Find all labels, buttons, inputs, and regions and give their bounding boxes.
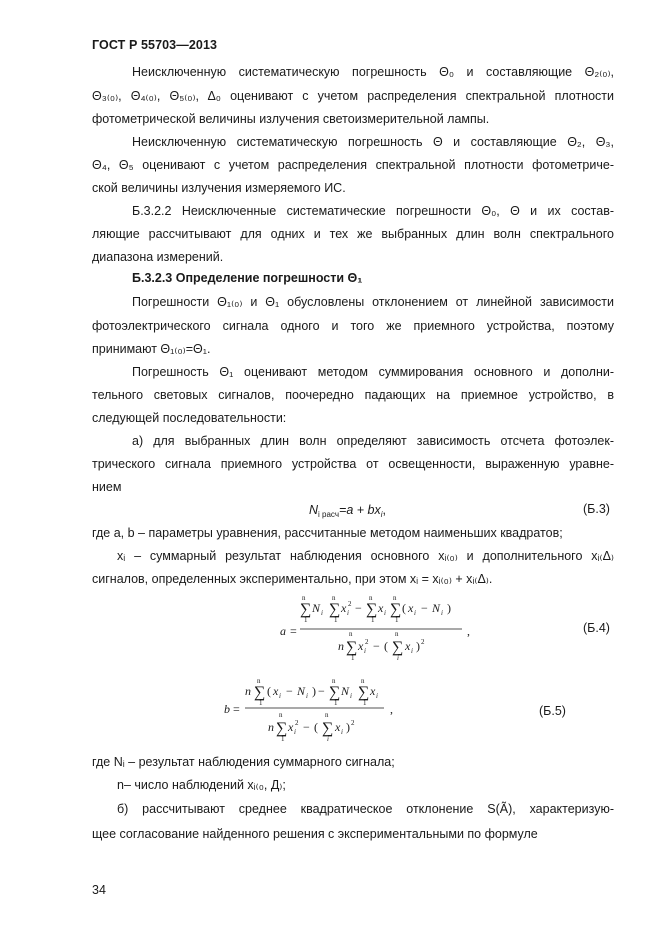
svg-text:x: x: [370, 684, 376, 698]
svg-text:i: i: [327, 735, 329, 743]
svg-text:n: n: [332, 677, 336, 685]
svg-text:x: x: [378, 601, 384, 615]
text-line: нием: [92, 480, 122, 494]
text-line: щее согласование найденного решения с экспериментальными по формуле: [92, 827, 538, 841]
svg-text:i: i: [376, 692, 378, 700]
svg-text:1: 1: [363, 699, 367, 707]
eq5-lhs: b: [224, 702, 230, 716]
svg-text:1: 1: [351, 654, 355, 662]
svg-text:x: x: [273, 684, 279, 698]
page-number: 34: [92, 883, 106, 897]
svg-text:(: (: [314, 720, 318, 734]
svg-text:1: 1: [281, 735, 285, 743]
svg-text:n: n: [325, 711, 329, 719]
svg-text:N: N: [297, 684, 306, 698]
svg-text:i: i: [294, 728, 296, 736]
svg-text:−: −: [355, 601, 362, 615]
svg-text:(: (: [267, 684, 271, 698]
svg-text:i: i: [347, 609, 349, 617]
svg-text:∑: ∑: [254, 684, 266, 701]
svg-text:∑: ∑: [390, 601, 402, 618]
svg-text:=: =: [290, 624, 297, 638]
text-line: принимают Θ₁₍₀₎=Θ₁.: [92, 342, 211, 356]
section-heading: Б.3.2.3 Определение погрешности Θ₁: [132, 271, 363, 285]
text-line: Неисключенную систематическую погрешность Θ и составляющие Θ₂, Θ₃,: [132, 135, 614, 149]
eq3-lhs-sub: i расч: [318, 510, 340, 519]
text-line: фотоэлектрического сигнала одного и того же приемного устройства, поэтому: [92, 319, 614, 333]
svg-text:i: i: [364, 647, 366, 655]
equation-b4: [250, 592, 490, 668]
svg-text:1: 1: [395, 616, 399, 624]
equation-b5: [210, 675, 410, 751]
svg-text:n: n: [395, 630, 399, 638]
equation-b3: [309, 502, 386, 518]
svg-text:n: n: [279, 711, 283, 719]
svg-text:2: 2: [421, 638, 425, 646]
text-line: Погрешность Θ₁ оценивают методом суммирования основного и дополни-: [132, 365, 614, 379]
svg-text:): ): [416, 639, 420, 653]
svg-text:i: i: [414, 609, 416, 617]
svg-text:x: x: [358, 639, 364, 653]
text-line: б) рассчитывают среднее квадратическое отклонение S(Ã), характеризую-: [117, 802, 614, 816]
svg-text:i: i: [321, 609, 323, 617]
svg-text:N: N: [312, 601, 321, 615]
svg-text:−: −: [286, 684, 293, 698]
svg-text:n: n: [369, 594, 373, 602]
svg-text:2: 2: [365, 638, 369, 646]
svg-text:n: n: [361, 677, 365, 685]
svg-text:N: N: [341, 684, 350, 698]
svg-text:): ): [346, 720, 350, 734]
text-line: диапазона измерений.: [92, 250, 224, 264]
svg-text:2: 2: [348, 600, 352, 608]
svg-text:−: −: [421, 601, 428, 615]
svg-text:∑: ∑: [300, 601, 312, 618]
svg-text:∑: ∑: [329, 601, 341, 618]
svg-text:−: −: [318, 684, 325, 698]
svg-text:i: i: [441, 609, 443, 617]
svg-text:(: (: [384, 639, 388, 653]
svg-text:i: i: [384, 609, 386, 617]
text-line: где Nᵢ – результат наблюдения суммарного сигнала;: [92, 755, 395, 769]
text-line: Θ₃₍₀₎, Θ₄₍₀₎, Θ₅₍₀₎, Δ₀ оценивают с учетом распределения спектральной плотности: [92, 89, 614, 103]
svg-text:∑: ∑: [366, 601, 378, 618]
svg-text:n: n: [338, 639, 344, 653]
text-line: Θ₄, Θ₅ оценивают с учетом распределения спектральной плотности фотометриче-: [92, 158, 614, 172]
svg-text:x: x: [408, 601, 414, 615]
svg-text:∑: ∑: [392, 639, 404, 656]
svg-text:∑: ∑: [276, 720, 288, 737]
eq4-lhs: a: [280, 624, 286, 638]
svg-text:∑: ∑: [322, 720, 334, 737]
text-line: n– число наблюдений xᵢ₍₀, Д₎;: [117, 778, 286, 792]
text-line: трического сигнала приемного устройства от освещенности, выраженную уравне-: [92, 457, 614, 471]
svg-text:i: i: [341, 728, 343, 736]
svg-text:n: n: [268, 720, 274, 734]
svg-text:n: n: [245, 684, 251, 698]
text-line: а) для выбранных длин волн определяют зависимость отсчета фотоэлек-: [132, 434, 614, 448]
svg-text:n: n: [257, 677, 261, 685]
text-line: xᵢ – суммарный результат наблюдения основного xᵢ₍₀₎ и дополнительного xᵢ₍Δ₎: [117, 549, 614, 563]
svg-text:1: 1: [334, 699, 338, 707]
equation-number-b3: (Б.3): [583, 502, 610, 516]
svg-text:∑: ∑: [358, 684, 370, 701]
svg-text:N: N: [432, 601, 441, 615]
eq3-lhs: N: [309, 503, 319, 517]
svg-text:i: i: [306, 692, 308, 700]
svg-text:−: −: [373, 639, 380, 653]
text-line: Б.3.2.2 Неисключенные систематические погрешности Θ₀, Θ и их состав-: [132, 204, 614, 218]
equation-number-b4: (Б.4): [583, 621, 610, 635]
text-line: ляющие рассчитывают для одних и тех же выбранных длин волн спектрального: [92, 227, 614, 241]
svg-text:,: ,: [467, 624, 470, 638]
svg-text:x: x: [341, 601, 347, 615]
svg-text:i: i: [411, 647, 413, 655]
svg-text:x: x: [288, 720, 294, 734]
svg-text:n: n: [332, 594, 336, 602]
text-line: Погрешности Θ₁₍₀₎ и Θ₁ обусловлены отклонением от линейной зависимости: [132, 295, 614, 309]
eq3-rhs: =a + bx: [339, 503, 381, 517]
svg-text:2: 2: [351, 719, 355, 727]
svg-text:): ): [312, 684, 316, 698]
text-line: тельного световых сигналов, поочередно падающих на приемное устройство, в: [92, 388, 614, 402]
svg-text:∑: ∑: [329, 684, 341, 701]
svg-text:i: i: [397, 654, 399, 662]
svg-text:): ): [447, 601, 451, 615]
text-line: фотометрической величины излучения светоизмерительной лампы.: [92, 112, 490, 126]
svg-text:(: (: [402, 601, 406, 615]
svg-text:1: 1: [304, 616, 308, 624]
text-line: ской величины излучения измеряемого ИС.: [92, 181, 346, 195]
svg-text:i: i: [279, 692, 281, 700]
svg-text:1: 1: [371, 616, 375, 624]
eq3-rhs-sub: i: [380, 510, 383, 519]
text-line: следующей последовательности:: [92, 411, 287, 425]
eq3-tail: ,: [382, 503, 386, 517]
svg-text:i: i: [350, 692, 352, 700]
svg-text:x: x: [405, 639, 411, 653]
equation-number-b5: (Б.5): [539, 704, 566, 718]
svg-text:1: 1: [334, 616, 338, 624]
svg-text:,: ,: [390, 702, 393, 716]
text-line: сигналов, определенных экспериментально, при этом xᵢ = xᵢ₍₀₎ + xᵢ₍Δ₎.: [92, 572, 493, 586]
svg-text:n: n: [349, 630, 353, 638]
svg-text:n: n: [302, 594, 306, 602]
standard-header: ГОСТ Р 55703—2013: [92, 38, 218, 52]
svg-text:1: 1: [259, 699, 263, 707]
text-line: Неисключенную систематическую погрешность Θ₀ и составляющие Θ₂₍₀₎,: [132, 65, 614, 79]
svg-text:=: =: [233, 702, 240, 716]
svg-text:n: n: [393, 594, 397, 602]
svg-text:∑: ∑: [346, 639, 358, 656]
text-line: где a, b – параметры уравнения, рассчитанные методом наименьших квадратов;: [92, 526, 563, 540]
svg-text:x: x: [335, 720, 341, 734]
svg-text:2: 2: [295, 719, 299, 727]
svg-text:−: −: [303, 720, 310, 734]
